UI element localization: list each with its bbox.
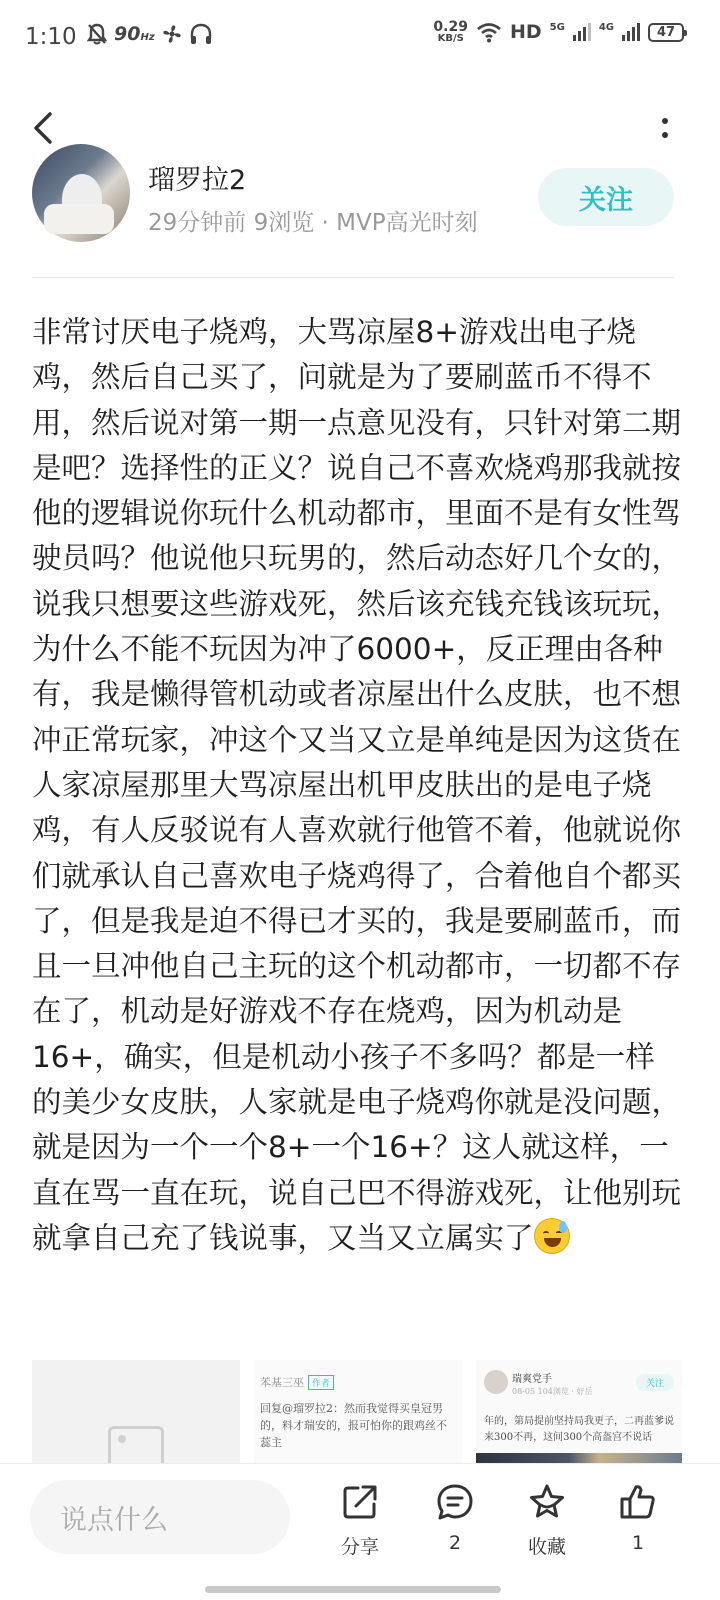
like-count: 1 xyxy=(631,1532,645,1554)
comment-count: 2 xyxy=(448,1532,462,1554)
image-icon xyxy=(108,1426,164,1468)
top-nav xyxy=(0,96,720,160)
home-indicator[interactable] xyxy=(205,1586,501,1593)
back-arrow-icon xyxy=(26,106,66,150)
network-speed-unit: KB/S xyxy=(437,33,464,44)
author-row xyxy=(0,165,720,282)
author-name[interactable]: 瑠罗拉2 xyxy=(148,165,247,196)
thumbs-up-icon xyxy=(618,1482,658,1522)
post-body xyxy=(32,310,682,1261)
battery-level: 47 xyxy=(656,24,676,40)
sim1-network-type: 5G xyxy=(549,22,565,33)
favorite-button[interactable] xyxy=(507,1482,587,1559)
image-placeholder[interactable] xyxy=(32,1360,240,1465)
favorite-label: 收藏 xyxy=(527,1536,566,1558)
share-icon xyxy=(340,1482,380,1522)
refresh-rate: 90Hz xyxy=(114,23,155,45)
sweat-smile-emoji-icon xyxy=(534,1218,570,1254)
screenshot-image-1[interactable] xyxy=(254,1360,462,1465)
comment-button[interactable] xyxy=(415,1482,495,1554)
divider xyxy=(32,277,674,278)
status-time: 1:10 xyxy=(25,24,77,50)
shot2-name: 瑞爽党手 xyxy=(512,1374,552,1385)
status-left-icons xyxy=(86,22,213,46)
battery-icon xyxy=(648,23,684,42)
signal-sim1-icon xyxy=(573,23,591,41)
dot-icon xyxy=(662,118,668,124)
wifi-icon xyxy=(476,21,502,43)
image-strip xyxy=(32,1360,682,1465)
share-button[interactable] xyxy=(320,1482,400,1559)
status-right-icons xyxy=(433,20,684,44)
screenshot-image-2[interactable] xyxy=(476,1360,682,1465)
avatar[interactable] xyxy=(32,144,130,242)
post-meta: 29分钟前 9浏览 · MVP高光时刻 xyxy=(148,210,478,236)
follow-button[interactable]: 关注 xyxy=(538,168,674,226)
shot1-title: 苯基三巫 xyxy=(260,1376,304,1389)
headphones-icon xyxy=(189,23,213,45)
dot-icon xyxy=(662,132,668,138)
bottom-action-bar xyxy=(0,1463,720,1600)
shot2-text: 年的，第局提前坚持局我更子，二再蓝爹说来300不再，这间300个高盔宫不说话 xyxy=(484,1416,674,1443)
sim2-network-type: 4G xyxy=(598,22,614,33)
signal-sim2-icon xyxy=(622,23,640,41)
network-speed xyxy=(433,20,468,44)
shot2-follow: 关注 xyxy=(636,1374,674,1391)
shot2-meta: 08-05 104浏览 · 好岳 xyxy=(512,1387,593,1396)
bell-muted-icon xyxy=(86,22,108,46)
hd-voice-label: HD xyxy=(509,21,542,43)
comment-input[interactable]: 说点什么 xyxy=(30,1480,290,1554)
like-button[interactable] xyxy=(598,1482,678,1554)
network-speed-value: 0.29 xyxy=(433,19,468,35)
post-body-text: 非常讨厌电子烧鸡，大骂凉屋8+游戏出电子烧鸡，然后自己买了，问就是为了要刷蓝币不得不用，然后说对第一期一点意见没有，只针对第二期是吧？选择性的正义？说自己不喜欢烧鸡那我就按他的逻辑说你玩什么机动都市，里面不是有女性驾驶员吗？他说他只玩男的，然后动态好几个女的，说我只想要这些游戏死，然后该充钱充钱该玩玩，为什么不能不玩因为冲了6000+，反正理由各种有，我是懒得管机动或者凉屋出什么皮肤，也不想冲正常玩家，冲这个又当又立是单纯是因为这货在人家凉屋那里大骂凉屋出机甲皮肤出的是电子烧鸡，有人反驳说有人喜欢就行他管不着，他就说你们就承认自己喜欢电子烧鸡得了，合着他自个都买了，但是我是迫不得已才买的，我是要刷蓝币，而且一旦冲他自己主玩的这个机动都市，一切都不存在了，机动是好游戏不存在烧鸡，因为机动是16+，确实，但是机动小孩子不多吗？都是一样的美少女皮肤，人家就是电子烧鸡你就是没问题，就是因为一个一个8+一个16+？这人就这样，一直在骂一直在玩，说自己巴不得游戏死，让他别玩就拿自己充了钱说事，又当又立属实了 xyxy=(32,315,682,1255)
back-button[interactable] xyxy=(26,106,66,150)
comment-icon xyxy=(435,1482,475,1522)
shot2-avatar xyxy=(484,1370,508,1394)
status-bar xyxy=(0,0,720,76)
shot1-text: 回复@瑠罗拉2：然而我觉得买皇冠男的，料才瑞安的，报可怕你的跟鸡丝不蕊主 xyxy=(260,1402,447,1449)
fan-icon xyxy=(161,23,183,45)
shot1-tag: 作者 xyxy=(308,1375,334,1390)
more-options-button[interactable] xyxy=(650,108,680,148)
star-icon xyxy=(527,1482,567,1522)
share-label: 分享 xyxy=(340,1536,379,1558)
